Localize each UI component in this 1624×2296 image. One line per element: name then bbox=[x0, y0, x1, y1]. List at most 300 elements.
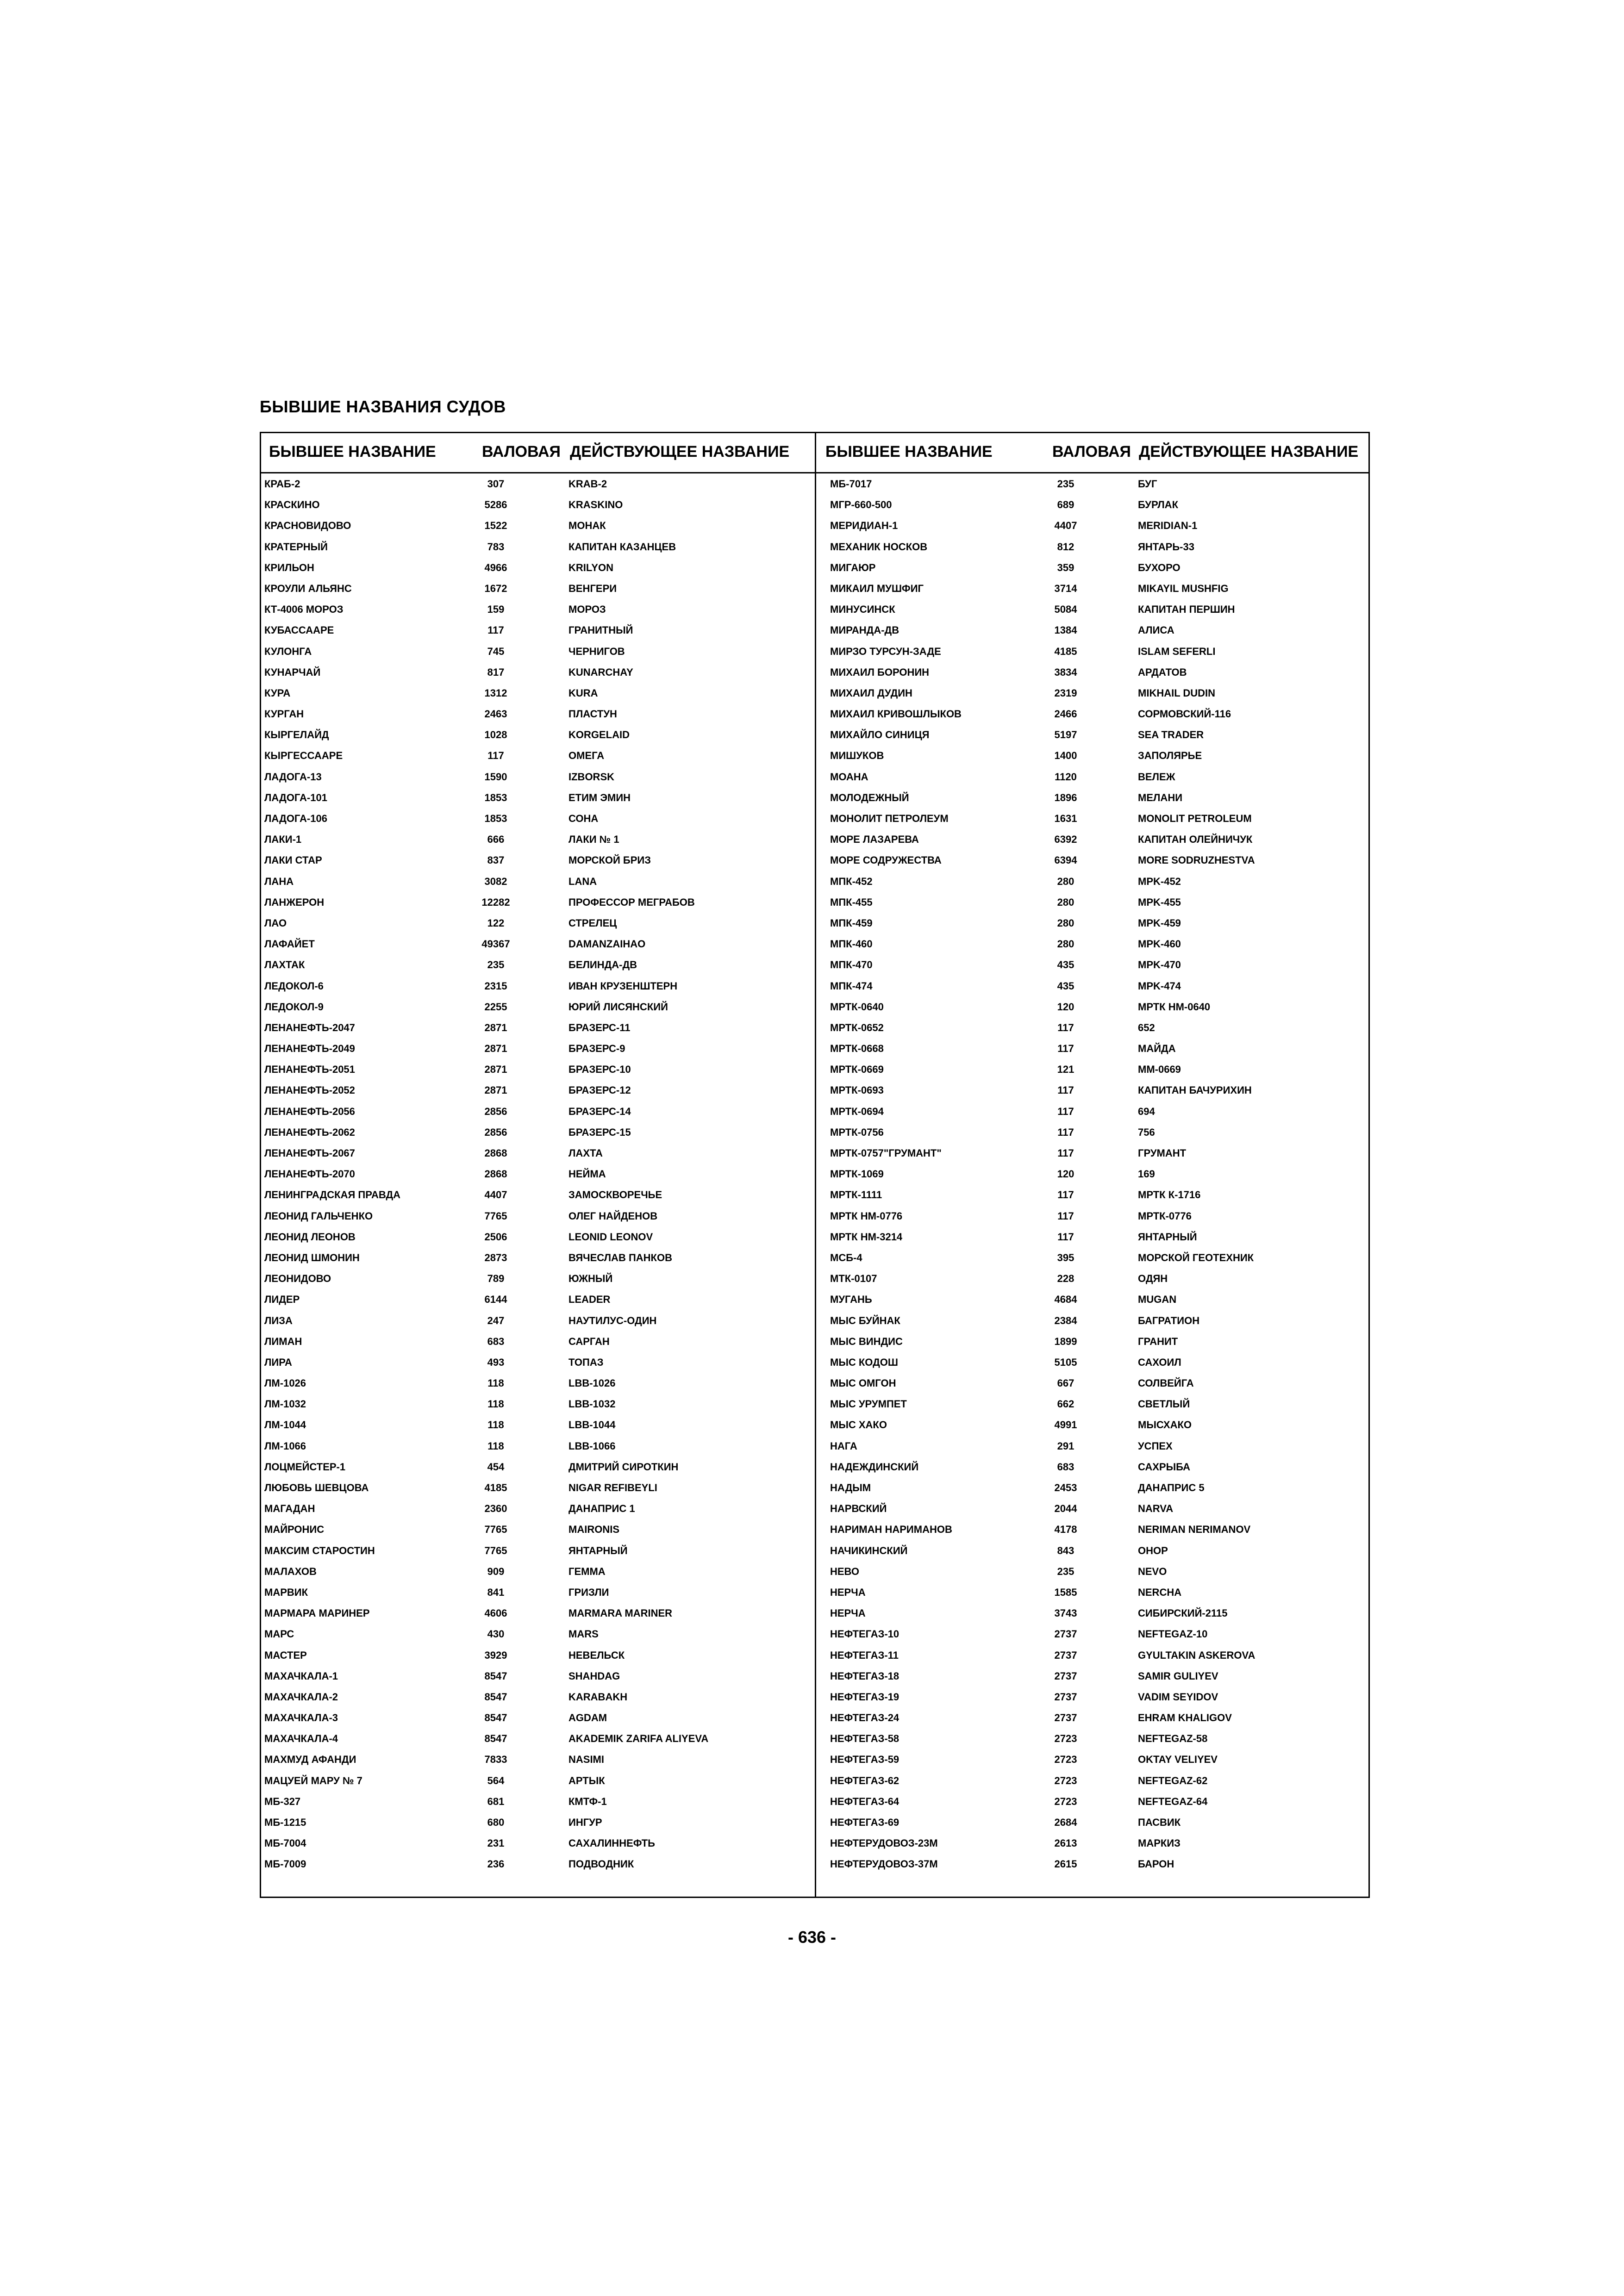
table-row bbox=[816, 1624, 1370, 1644]
former-name-cell: НЕФТЕГАЗ-24 bbox=[830, 1712, 899, 1724]
former-name-cell: МРТК-0694 bbox=[830, 1105, 884, 1117]
former-name-cell: МОАНА bbox=[830, 771, 868, 783]
current-name-cell: NARVA bbox=[1138, 1503, 1174, 1515]
gross-tonnage-cell: 843 bbox=[1057, 1544, 1074, 1556]
gross-tonnage-cell: 4407 bbox=[1054, 520, 1077, 532]
former-name-cell: КУРГАН bbox=[264, 708, 304, 720]
table-row bbox=[816, 1059, 1370, 1080]
table-row bbox=[816, 1582, 1370, 1603]
former-name-cell: ЛЕНАНЕФТЬ-2062 bbox=[264, 1126, 355, 1138]
former-name-cell: ЛМ-1032 bbox=[264, 1398, 306, 1410]
current-name-cell: LEADER bbox=[568, 1294, 611, 1306]
left-rows bbox=[260, 473, 815, 1875]
gross-tonnage-cell: 4606 bbox=[484, 1607, 507, 1619]
former-name-cell: МОЛОДЕЖНЫЙ bbox=[830, 791, 909, 803]
table-row bbox=[260, 724, 815, 745]
table-row bbox=[260, 766, 815, 787]
gross-tonnage-cell: 228 bbox=[1057, 1273, 1074, 1285]
current-name-cell: ВЕНГЕРИ bbox=[568, 582, 617, 594]
current-name-cell: САХРЫБА bbox=[1138, 1461, 1190, 1473]
current-name-cell: НЕВЕЛЬСК bbox=[568, 1649, 625, 1661]
current-name-cell: КМТФ-1 bbox=[568, 1795, 607, 1807]
former-name-cell: МИШУКОВ bbox=[830, 750, 884, 762]
table-row bbox=[260, 1164, 815, 1184]
former-name-cell: МИГАЮР bbox=[830, 561, 876, 573]
table-row bbox=[816, 494, 1370, 515]
table-row bbox=[816, 662, 1370, 683]
table-row bbox=[260, 1477, 815, 1498]
former-name-cell: МОНОЛИТ ПЕТРОЛЕУМ bbox=[830, 813, 949, 824]
table-row bbox=[816, 1436, 1370, 1456]
table-row bbox=[816, 829, 1370, 850]
table-row bbox=[260, 745, 815, 766]
table-row bbox=[816, 578, 1370, 599]
header-current-name: ДЕЙСТВУЮЩЕЕ НАЗВАНИЕ bbox=[570, 443, 790, 460]
former-name-cell: ЛАКИ СТАР bbox=[264, 854, 322, 866]
current-name-cell: ЯНТАРНЫЙ bbox=[1138, 1231, 1197, 1243]
former-name-cell: КЫРГЕССААРЕ bbox=[264, 750, 343, 762]
former-name-cell: НЕФТЕГАЗ-19 bbox=[830, 1691, 899, 1703]
table-row bbox=[816, 766, 1370, 787]
gross-tonnage-cell: 5286 bbox=[484, 499, 507, 511]
table-row bbox=[816, 1226, 1370, 1247]
current-name-cell: ИВАН КРУЗЕНШТЕРН bbox=[568, 980, 678, 992]
table-row bbox=[260, 933, 815, 954]
current-name-cell: САХОИЛ bbox=[1138, 1356, 1181, 1368]
gross-tonnage-cell: 2506 bbox=[484, 1231, 507, 1243]
table-row bbox=[816, 996, 1370, 1017]
gross-tonnage-cell: 789 bbox=[487, 1273, 505, 1285]
current-name-cell: ДАНАПРИС 5 bbox=[1138, 1482, 1205, 1493]
current-name-cell: NEVO bbox=[1138, 1565, 1167, 1577]
gross-tonnage-cell: 2737 bbox=[1054, 1649, 1077, 1661]
gross-tonnage-cell: 2315 bbox=[484, 980, 507, 992]
gross-tonnage-cell: 307 bbox=[487, 478, 505, 490]
gross-tonnage-cell: 117 bbox=[487, 624, 504, 636]
former-name-cell: НЕВО bbox=[830, 1565, 860, 1577]
current-name-cell: NERCHA bbox=[1138, 1586, 1182, 1598]
gross-tonnage-cell: 4178 bbox=[1054, 1524, 1077, 1536]
gross-tonnage-cell: 1522 bbox=[484, 520, 507, 532]
current-name-cell: УСПЕХ bbox=[1138, 1440, 1173, 1452]
gross-tonnage-cell: 395 bbox=[1057, 1251, 1074, 1263]
table-row bbox=[260, 1289, 815, 1310]
current-name-cell: LBB-1066 bbox=[568, 1440, 616, 1452]
gross-tonnage-cell: 3082 bbox=[484, 875, 507, 887]
gross-tonnage-cell: 117 bbox=[1057, 1231, 1074, 1243]
former-name-cell: МРТК-0668 bbox=[830, 1043, 884, 1055]
current-name-cell: DAMANZAIHAO bbox=[568, 938, 646, 950]
table-row bbox=[260, 683, 815, 703]
current-name-cell: КАПИТАН ОЛЕЙНИЧУК bbox=[1138, 834, 1253, 846]
table-row bbox=[260, 871, 815, 892]
former-name-cell: НАДЕЖДИНСКИЙ bbox=[830, 1461, 919, 1473]
table-row bbox=[816, 1289, 1370, 1310]
gross-tonnage-cell: 2255 bbox=[484, 1001, 507, 1013]
former-name-cell: МРТК-1111 bbox=[830, 1189, 882, 1201]
current-name-cell: ОДЯН bbox=[1138, 1273, 1168, 1285]
gross-tonnage-cell: 117 bbox=[1057, 1210, 1074, 1222]
current-name-cell: НЕЙМА bbox=[568, 1168, 606, 1180]
former-name-cell: ЛАФАЙЕТ bbox=[264, 938, 315, 950]
current-name-cell: MARS bbox=[568, 1628, 599, 1640]
right-table-column bbox=[816, 432, 1370, 1870]
current-name-cell: МАЙДА bbox=[1138, 1043, 1176, 1055]
table-row bbox=[260, 1268, 815, 1289]
former-name-cell: МПК-455 bbox=[830, 896, 873, 908]
current-name-cell: LBB-1026 bbox=[568, 1377, 616, 1389]
gross-tonnage-cell: 666 bbox=[487, 834, 505, 846]
gross-tonnage-cell: 783 bbox=[487, 541, 505, 553]
gross-tonnage-cell: 118 bbox=[487, 1398, 504, 1410]
table-row bbox=[260, 641, 815, 662]
former-name-cell: ЛАО bbox=[264, 917, 287, 929]
table-row bbox=[260, 1686, 815, 1707]
gross-tonnage-cell: 1896 bbox=[1054, 791, 1077, 803]
table-row bbox=[260, 1184, 815, 1205]
current-name-cell: ГРАНИТНЫЙ bbox=[568, 624, 633, 636]
former-name-cell: НАРИМАН НАРИМАНОВ bbox=[830, 1524, 952, 1536]
table-row bbox=[260, 1707, 815, 1728]
gross-tonnage-cell: 2873 bbox=[484, 1251, 507, 1263]
former-name-cell: КЫРГЕЛАЙД bbox=[264, 729, 329, 741]
former-name-cell: КРАБ-2 bbox=[264, 478, 300, 490]
gross-tonnage-cell: 122 bbox=[487, 917, 505, 929]
gross-tonnage-cell: 430 bbox=[487, 1628, 505, 1640]
gross-tonnage-cell: 2453 bbox=[1054, 1482, 1077, 1493]
former-name-cell: МИХАИЛ БОРОНИН bbox=[830, 666, 930, 678]
current-name-cell: MIKAYIL MUSHFIG bbox=[1138, 582, 1229, 594]
table-row bbox=[816, 1812, 1370, 1833]
current-name-cell: БУГ bbox=[1138, 478, 1157, 490]
gross-tonnage-cell: 1400 bbox=[1054, 750, 1077, 762]
former-name-cell: МПК-459 bbox=[830, 917, 873, 929]
table-row bbox=[816, 641, 1370, 662]
current-name-cell: МОРСКОЙ ГЕОТЕХНИК bbox=[1138, 1251, 1254, 1263]
current-name-cell: MORE SODRUZHESTVA bbox=[1138, 854, 1255, 866]
table-row bbox=[816, 1561, 1370, 1582]
gross-tonnage-cell: 8547 bbox=[484, 1691, 507, 1703]
current-name-cell: OKTAY VELIYEV bbox=[1138, 1754, 1218, 1766]
gross-tonnage-cell: 2723 bbox=[1054, 1754, 1077, 1766]
table-row bbox=[816, 703, 1370, 724]
table-row bbox=[260, 1331, 815, 1352]
current-name-cell: БАРОН bbox=[1138, 1858, 1174, 1870]
table-row bbox=[260, 1038, 815, 1059]
current-name-cell: МРТК НМ-0640 bbox=[1138, 1001, 1211, 1013]
former-name-cell: МГР-660-500 bbox=[830, 499, 892, 511]
gross-tonnage-cell: 235 bbox=[1057, 1565, 1074, 1577]
current-name-cell: АРТЫК bbox=[568, 1774, 605, 1786]
gross-tonnage-cell: 291 bbox=[1057, 1440, 1074, 1452]
gross-tonnage-cell: 117 bbox=[1057, 1189, 1074, 1201]
current-name-cell: МРТК К-1716 bbox=[1138, 1189, 1201, 1201]
former-name-cell: МАРМАРА МАРИНЕР bbox=[264, 1607, 370, 1619]
current-name-cell: KORGELAID bbox=[568, 729, 630, 741]
current-name-cell: MONOLIT PETROLEUM bbox=[1138, 813, 1252, 824]
table-row bbox=[260, 1498, 815, 1519]
table-row bbox=[816, 1038, 1370, 1059]
current-name-cell: НАУТИЛУС-ОДИН bbox=[568, 1314, 657, 1326]
table-row bbox=[260, 473, 815, 494]
current-name-cell: ИНГУР bbox=[568, 1817, 602, 1828]
former-name-cell: НЕФТЕГАЗ-10 bbox=[830, 1628, 899, 1640]
table-row bbox=[816, 1247, 1370, 1268]
current-name-cell: БРАЗЕРС-14 bbox=[568, 1105, 631, 1117]
former-name-cell: МАКСИМ СТАРОСТИН bbox=[264, 1544, 375, 1556]
table-row bbox=[816, 1540, 1370, 1561]
table-row bbox=[260, 1624, 815, 1644]
gross-tonnage-cell: 1585 bbox=[1054, 1586, 1077, 1598]
table-row bbox=[260, 1854, 815, 1874]
table-row bbox=[816, 1101, 1370, 1122]
table-row bbox=[260, 557, 815, 578]
current-name-cell: БУРЛАК bbox=[1138, 499, 1178, 511]
former-name-cell: ЛЕНАНЕФТЬ-2052 bbox=[264, 1084, 355, 1096]
gross-tonnage-cell: 564 bbox=[487, 1774, 505, 1786]
current-name-cell: MAIRONIS bbox=[568, 1524, 619, 1536]
gross-tonnage-cell: 667 bbox=[1057, 1377, 1074, 1389]
gross-tonnage-cell: 247 bbox=[487, 1314, 505, 1326]
table-row bbox=[816, 1749, 1370, 1770]
gross-tonnage-cell: 2319 bbox=[1054, 687, 1077, 699]
gross-tonnage-cell: 12282 bbox=[481, 896, 510, 908]
gross-tonnage-cell: 235 bbox=[487, 959, 505, 971]
gross-tonnage-cell: 117 bbox=[1057, 1126, 1074, 1138]
gross-tonnage-cell: 1384 bbox=[1054, 624, 1077, 636]
right-table-header bbox=[816, 432, 1370, 473]
table-row bbox=[816, 892, 1370, 913]
current-name-cell: KRAB-2 bbox=[568, 478, 607, 490]
gross-tonnage-cell: 2871 bbox=[484, 1043, 507, 1055]
current-name-cell: ЮЖНЫЙ bbox=[568, 1273, 613, 1285]
former-name-cell: МАЙРОНИС bbox=[264, 1524, 325, 1536]
current-name-cell: NIGAR REFIBEYLI bbox=[568, 1482, 657, 1493]
gross-tonnage-cell: 909 bbox=[487, 1565, 505, 1577]
gross-tonnage-cell: 2737 bbox=[1054, 1691, 1077, 1703]
former-name-cell: ЛЕОНИД ЛЕОНОВ bbox=[264, 1231, 356, 1243]
current-name-cell: МЕЛАНИ bbox=[1138, 791, 1183, 803]
current-name-cell: NASIMI bbox=[568, 1754, 604, 1766]
table-row bbox=[816, 1854, 1370, 1874]
former-name-cell: МАХАЧКАЛА-4 bbox=[264, 1733, 338, 1745]
current-name-cell: LEONID LEONOV bbox=[568, 1231, 653, 1243]
gross-tonnage-cell: 2871 bbox=[484, 1021, 507, 1033]
gross-tonnage-cell: 454 bbox=[487, 1461, 505, 1473]
current-name-cell: ЕТИМ ЭМИН bbox=[568, 791, 631, 803]
former-name-cell: МЫС ХАКО bbox=[830, 1419, 887, 1431]
gross-tonnage-cell: 2868 bbox=[484, 1168, 507, 1180]
table-row bbox=[260, 1456, 815, 1477]
gross-tonnage-cell: 1028 bbox=[484, 729, 507, 741]
gross-tonnage-cell: 1631 bbox=[1054, 813, 1077, 824]
gross-tonnage-cell: 120 bbox=[1057, 1001, 1074, 1013]
former-name-cell: НЕФТЕГАЗ-64 bbox=[830, 1795, 899, 1807]
gross-tonnage-cell: 2856 bbox=[484, 1105, 507, 1117]
gross-tonnage-cell: 6392 bbox=[1054, 834, 1077, 846]
table-row bbox=[260, 787, 815, 808]
current-name-cell: ТОПАЗ bbox=[568, 1356, 604, 1368]
current-name-cell: САХАЛИННЕФТЬ bbox=[568, 1837, 655, 1849]
gross-tonnage-cell: 2723 bbox=[1054, 1774, 1077, 1786]
current-name-cell: ВЯЧЕСЛАВ ПАНКОВ bbox=[568, 1251, 672, 1263]
former-name-cell: МПК-474 bbox=[830, 980, 873, 992]
current-name-cell: 756 bbox=[1138, 1126, 1155, 1138]
current-name-cell: ГРИЗЛИ bbox=[568, 1586, 609, 1598]
current-name-cell: БРАЗЕРС-15 bbox=[568, 1126, 631, 1138]
table-row bbox=[816, 1017, 1370, 1038]
former-name-cell: МЫС ВИНДИС bbox=[830, 1335, 903, 1347]
table-row bbox=[816, 1666, 1370, 1686]
former-name-cell: ЛЕНИНГРАДСКАЯ ПРАВДА bbox=[264, 1189, 401, 1201]
left-table-header bbox=[260, 432, 815, 473]
former-name-cell: МЫС ОМГОН bbox=[830, 1377, 896, 1389]
current-name-cell: ЛАКИ № 1 bbox=[568, 834, 619, 846]
former-name-cell: ЛЕОНИД ГАЛЬЧЕНКО bbox=[264, 1210, 373, 1222]
gross-tonnage-cell: 2723 bbox=[1054, 1795, 1077, 1807]
former-name-cell: МЕХАНИК НОСКОВ bbox=[830, 541, 928, 553]
former-name-cell: ЛАДОГА-106 bbox=[264, 813, 327, 824]
current-name-cell: SHAHDAG bbox=[568, 1670, 620, 1682]
former-name-cell: ЛМ-1026 bbox=[264, 1377, 306, 1389]
former-name-cell: МАХМУД АФАНДИ bbox=[264, 1754, 356, 1766]
gross-tonnage-cell: 2044 bbox=[1054, 1503, 1077, 1515]
table-row bbox=[260, 1122, 815, 1143]
former-name-cell: НАРВСКИЙ bbox=[830, 1503, 887, 1515]
former-name-cell: ЛЕОНИДОВО bbox=[264, 1273, 331, 1285]
former-name-cell: МРТК-0652 bbox=[830, 1021, 884, 1033]
former-name-cell: НЕФТЕГАЗ-59 bbox=[830, 1754, 899, 1766]
former-name-cell: ЛИМАН bbox=[264, 1335, 302, 1347]
table-row bbox=[816, 1770, 1370, 1791]
table-row bbox=[816, 1122, 1370, 1143]
table-row bbox=[260, 1540, 815, 1561]
gross-tonnage-cell: 117 bbox=[1057, 1043, 1074, 1055]
former-name-cell: НЕФТЕРУДОВОЗ-37М bbox=[830, 1858, 938, 1870]
former-name-cell: КРАТЕРНЫЙ bbox=[264, 541, 328, 553]
table-row bbox=[260, 1645, 815, 1666]
former-name-cell: НЕРЧА bbox=[830, 1586, 866, 1598]
gross-tonnage-cell: 2868 bbox=[484, 1147, 507, 1159]
current-name-cell: KARABAKH bbox=[568, 1691, 628, 1703]
gross-tonnage-cell: 280 bbox=[1057, 938, 1074, 950]
table-row bbox=[260, 1059, 815, 1080]
former-name-cell: МАЛАХОВ bbox=[264, 1565, 317, 1577]
table-row bbox=[816, 1394, 1370, 1414]
former-name-cell: ЛОЦМЕЙСТЕР-1 bbox=[264, 1461, 346, 1473]
current-name-cell: БЕЛИНДА-ДВ bbox=[568, 959, 637, 971]
table-row bbox=[260, 850, 815, 871]
table-row bbox=[816, 620, 1370, 641]
gross-tonnage-cell: 7765 bbox=[484, 1524, 507, 1536]
table-row bbox=[260, 808, 815, 829]
gross-tonnage-cell: 159 bbox=[487, 604, 505, 616]
former-name-cell: ЛЕНАНЕФТЬ-2070 bbox=[264, 1168, 355, 1180]
current-name-cell: LANA bbox=[568, 875, 597, 887]
gross-tonnage-cell: 280 bbox=[1057, 896, 1074, 908]
table-row bbox=[260, 1666, 815, 1686]
gross-tonnage-cell: 812 bbox=[1057, 541, 1074, 553]
current-name-cell: ПОДВОДНИК bbox=[568, 1858, 634, 1870]
current-name-cell: ОЛЕГ НАЙДЕНОВ bbox=[568, 1210, 658, 1222]
current-name-cell: 169 bbox=[1138, 1168, 1155, 1180]
table-row bbox=[816, 536, 1370, 557]
table-row bbox=[260, 1770, 815, 1791]
former-name-cell: ЛИДЕР bbox=[264, 1294, 300, 1306]
table-row bbox=[260, 662, 815, 683]
former-name-cell: НЕФТЕГАЗ-62 bbox=[830, 1774, 899, 1786]
table-row bbox=[260, 1101, 815, 1122]
table-row bbox=[816, 1833, 1370, 1854]
former-name-cell: МРТК-1069 bbox=[830, 1168, 884, 1180]
former-name-cell: ЛЕНАНЕФТЬ-2049 bbox=[264, 1043, 355, 1055]
former-name-cell: МРТК-0756 bbox=[830, 1126, 884, 1138]
table-row bbox=[260, 1080, 815, 1101]
gross-tonnage-cell: 117 bbox=[1057, 1021, 1074, 1033]
current-name-cell: MPK-459 bbox=[1138, 917, 1181, 929]
former-name-cell: МИХАИЛ ДУДИН bbox=[830, 687, 912, 699]
table-row bbox=[816, 1456, 1370, 1477]
table-row bbox=[260, 913, 815, 933]
gross-tonnage-cell: 6144 bbox=[484, 1294, 507, 1306]
gross-tonnage-cell: 1899 bbox=[1054, 1335, 1077, 1347]
current-name-cell: БРАЗЕРС-9 bbox=[568, 1043, 625, 1055]
former-name-cell: НЕФТЕГАЗ-11 bbox=[830, 1649, 899, 1661]
current-name-cell: СВЕТЛЫЙ bbox=[1138, 1398, 1190, 1410]
gross-tonnage-cell: 4991 bbox=[1054, 1419, 1077, 1431]
gross-tonnage-cell: 689 bbox=[1057, 499, 1074, 511]
current-name-cell: VADIM SEYIDOV bbox=[1138, 1691, 1218, 1703]
table-row bbox=[816, 557, 1370, 578]
former-name-cell: НЕФТЕГАЗ-18 bbox=[830, 1670, 899, 1682]
former-name-cell: ЛАНЖЕРОН bbox=[264, 896, 325, 908]
table-row bbox=[260, 1143, 815, 1164]
table-row bbox=[816, 745, 1370, 766]
current-name-cell: СОЛВЕЙГА bbox=[1138, 1377, 1194, 1389]
former-name-cell: НЕРЧА bbox=[830, 1607, 866, 1619]
gross-tonnage-cell: 683 bbox=[1057, 1461, 1074, 1473]
current-name-cell: NEFTEGAZ-10 bbox=[1138, 1628, 1208, 1640]
gross-tonnage-cell: 117 bbox=[487, 750, 504, 762]
table-row bbox=[260, 1582, 815, 1603]
former-name-cell: МАРВИК bbox=[264, 1586, 308, 1598]
gross-tonnage-cell: 121 bbox=[1057, 1064, 1074, 1076]
gross-tonnage-cell: 1853 bbox=[484, 791, 507, 803]
former-name-cell: МРТК НМ-3214 bbox=[830, 1231, 903, 1243]
current-name-cell: LBB-1044 bbox=[568, 1419, 616, 1431]
former-name-cell: ЛЕДОКОЛ-9 bbox=[264, 1001, 324, 1013]
gross-tonnage-cell: 4185 bbox=[484, 1482, 507, 1493]
former-name-cell: МАХАЧКАЛА-2 bbox=[264, 1691, 338, 1703]
former-name-cell: МПК-460 bbox=[830, 938, 873, 950]
gross-tonnage-cell: 662 bbox=[1057, 1398, 1074, 1410]
gross-tonnage-cell: 5084 bbox=[1054, 604, 1077, 616]
former-name-cell: КРАСНОВИДОВО bbox=[264, 520, 351, 532]
table-row bbox=[816, 1791, 1370, 1812]
header-gross-tonnage: ВАЛОВАЯ bbox=[1052, 443, 1131, 460]
gross-tonnage-cell: 2871 bbox=[484, 1084, 507, 1096]
current-name-cell: AGDAM bbox=[568, 1712, 607, 1724]
former-name-cell: МПК-470 bbox=[830, 959, 873, 971]
table-row bbox=[816, 933, 1370, 954]
table-row bbox=[260, 829, 815, 850]
table-row bbox=[260, 515, 815, 536]
table-row bbox=[260, 996, 815, 1017]
table-row bbox=[816, 850, 1370, 871]
former-name-cell: МАХАЧКАЛА-3 bbox=[264, 1712, 338, 1724]
gross-tonnage-cell: 4407 bbox=[484, 1189, 507, 1201]
former-name-cell: МОРЕ ЛАЗАРЕВА bbox=[830, 834, 919, 846]
